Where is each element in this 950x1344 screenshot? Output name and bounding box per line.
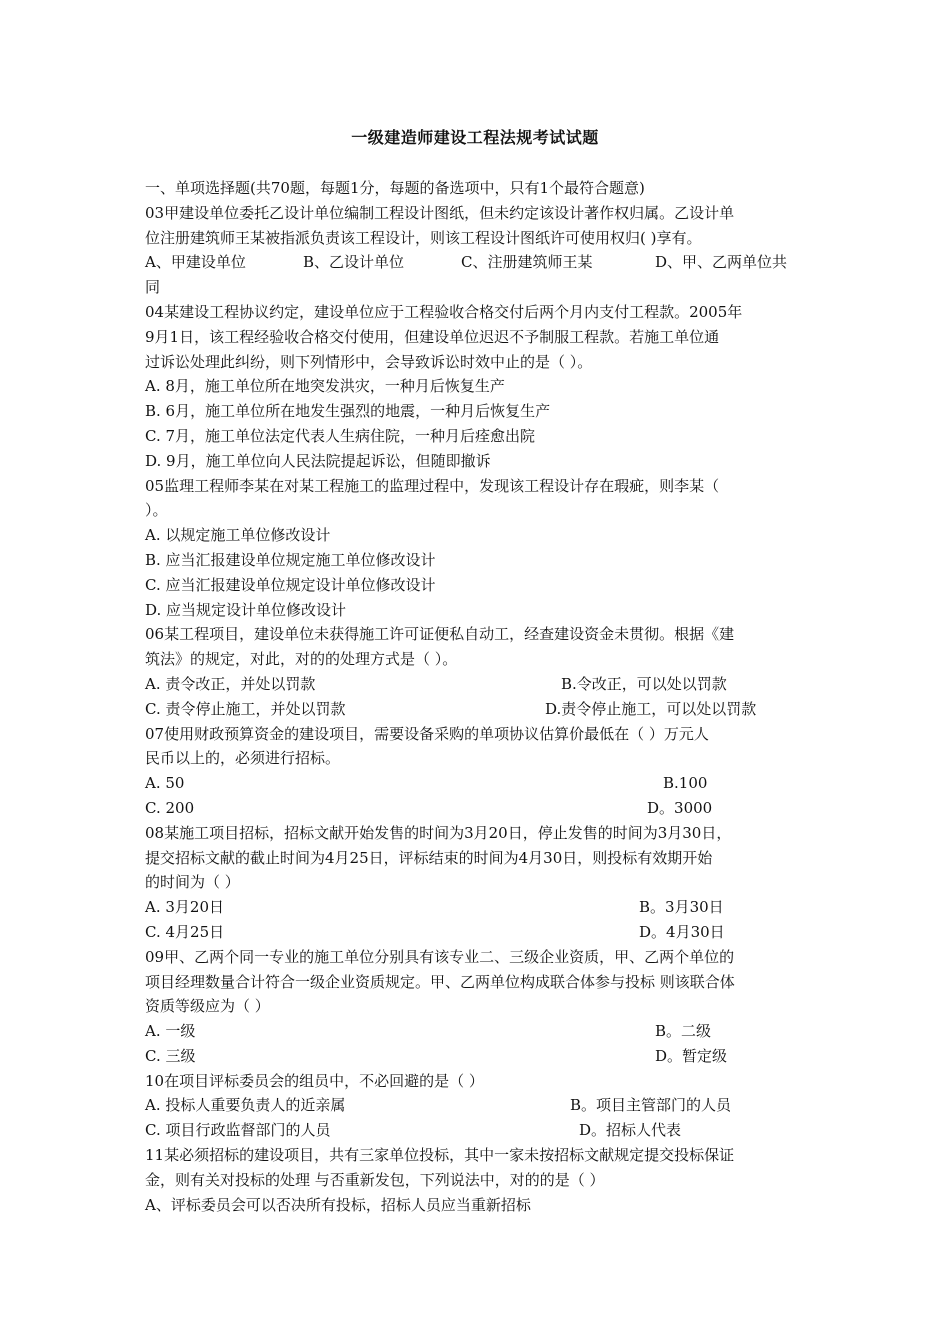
question-text-line: 位注册建筑师王某被指派负责该工程设计，则该工程设计图纸许可使用权归( )享有。	[145, 228, 702, 247]
document-title: 一级建造师建设工程法规考试试题	[351, 128, 599, 147]
option-b: B. 应当汇报建设单位规定施工单位修改设计	[145, 550, 436, 569]
question-08	[145, 821, 815, 945]
question-11	[145, 1143, 815, 1217]
question-text-line: 07使用财政预算资金的建设项目，需要设备采购的单项协议估算价最低在（ ）万元人	[145, 724, 709, 743]
option-a: A. 一级	[145, 1022, 196, 1041]
option-b: B. 6月，施工单位所在地发生强烈的地震，一种月后恢复生产	[145, 402, 551, 421]
option-a: A、评标委员会可以否决所有投标，招标人员应当重新招标	[145, 1195, 531, 1214]
option-a: A. 投标人重要负责人的近亲属	[145, 1096, 346, 1115]
option-a: A. 责令改正，并处以罚款	[145, 674, 316, 693]
options-row	[145, 895, 815, 920]
options-row	[145, 672, 815, 697]
options-row	[145, 1093, 815, 1118]
option-d: D.责令停止施工，可以处以罚款	[545, 699, 757, 718]
section-heading: 一、单项选择题(共70题，每题1分，每题的备选项中，只有1个最符合题意)	[145, 179, 645, 197]
option-d: D。暂定级	[655, 1046, 728, 1065]
options-row	[145, 920, 815, 945]
question-text-line: 05监理工程师李某在对某工程施工的监理过程中，发现该工程设计存在瑕疵，则李某（	[145, 476, 720, 495]
option-b: B.100	[663, 774, 708, 793]
option-c: C. 200	[145, 798, 195, 817]
question-07	[145, 722, 815, 821]
question-text-line: 筑法》的规定，对此，对的的处理方式是（ ）。	[145, 650, 458, 669]
option-c: C. 7月，施工单位法定代表人生病住院，一种月后痊愈出院	[145, 426, 536, 445]
options-row	[145, 1044, 815, 1069]
option-b: B、乙设计单位	[303, 253, 405, 272]
options-row	[145, 1019, 815, 1044]
options-row	[145, 250, 815, 275]
option-c: C. 项目行政监督部门的人员	[145, 1121, 331, 1140]
question-text-line: 过诉讼处理此纠纷，则下列情形中，会导致诉讼时效中止的是（ ）。	[145, 352, 593, 371]
option-d: D。3000	[647, 798, 713, 817]
question-04	[145, 300, 815, 474]
question-text-line: 9月1日，该工程经验收合格交付使用，但建设单位迟迟不予制服工程款。若施工单位通	[145, 327, 720, 346]
question-text-line: 06某工程项目，建设单位未获得施工许可证便私自动工，经查建设资金未贯彻。根据《建	[145, 625, 735, 644]
option-d: D。4月30日	[639, 922, 725, 941]
question-03	[145, 201, 815, 300]
option-a: A. 8月，施工单位所在地突发洪灾，一种月后恢复生产	[145, 377, 505, 396]
question-06	[145, 622, 815, 721]
question-09	[145, 945, 815, 1069]
option-a: A、甲建设单位	[145, 253, 246, 272]
option-d-continued: 同	[145, 278, 161, 297]
question-text-line: 04某建设工程协议约定，建设单位应于工程验收合格交付后两个月内支付工程款。2005年	[145, 302, 743, 321]
question-text-line: 民币以上的，必须进行招标。	[145, 749, 341, 768]
question-text-line: ）。	[145, 501, 168, 520]
question-text-line: 03甲建设单位委托乙设计单位编制工程设计图纸，但未约定该设计著作权归属。乙设计单	[145, 203, 735, 222]
question-text-line: 提交招标文献的截止时间为4月25日，评标结束的时间为4月30日，则投标有效期开始	[145, 848, 713, 867]
question-text-line: 09甲、乙两个同一专业的施工单位分别具有该专业二、三级企业资质，甲、乙两个单位的	[145, 947, 735, 966]
option-c: C. 三级	[145, 1046, 196, 1065]
question-text-line: 资质等级应为（ ）	[145, 997, 270, 1016]
document-body	[145, 176, 815, 1217]
option-b: B。项目主管部门的人员	[570, 1096, 732, 1115]
option-a: A. 以规定施工单位修改设计	[145, 526, 331, 545]
options-row	[145, 796, 815, 821]
option-d: D、甲、乙两单位共	[655, 253, 788, 272]
options-row	[145, 1118, 815, 1143]
options-row	[145, 771, 815, 796]
option-b: B。3月30日	[639, 898, 724, 917]
question-text-line: 项目经理数量合计符合一级企业资质规定。甲、乙两单位构成联合体参与投标 则该联合体	[145, 972, 735, 991]
option-c: C. 4月25日	[145, 922, 225, 941]
options-row	[145, 697, 815, 722]
question-text-line: 的时间为（ ）	[145, 873, 240, 892]
question-text-line: 10在项目评标委员会的组员中，不必回避的是（ ）	[145, 1071, 484, 1090]
option-c: C. 责令停止施工，并处以罚款	[145, 699, 346, 718]
option-d: D. 应当规定设计单位修改设计	[145, 600, 347, 619]
option-d: D。招标人代表	[579, 1121, 682, 1140]
option-c: C. 应当汇报建设单位规定设计单位修改设计	[145, 575, 436, 594]
option-b: B。二级	[655, 1022, 712, 1041]
question-text-line: 08某施工项目招标，招标文献开始发售的时间为3月20日，停止发售的时间为3月30日，	[145, 823, 732, 842]
option-d: D. 9月，施工单位向人民法院提起诉讼，但随即撤诉	[145, 451, 491, 470]
option-a: A. 3月20日	[145, 898, 224, 917]
option-c: C、注册建筑师王某	[461, 253, 593, 272]
question-10	[145, 1069, 815, 1143]
option-b: B.令改正，可以处以罚款	[561, 674, 727, 693]
option-a: A. 50	[145, 774, 185, 793]
question-05	[145, 474, 815, 623]
question-text-line: 金，则有关对投标的处理 与否重新发包，下列说法中，对的的是（ ）	[145, 1170, 605, 1189]
question-text-line: 11某必须招标的建设项目，共有三家单位投标，其中一家未按招标文献规定提交投标保证	[145, 1146, 735, 1165]
